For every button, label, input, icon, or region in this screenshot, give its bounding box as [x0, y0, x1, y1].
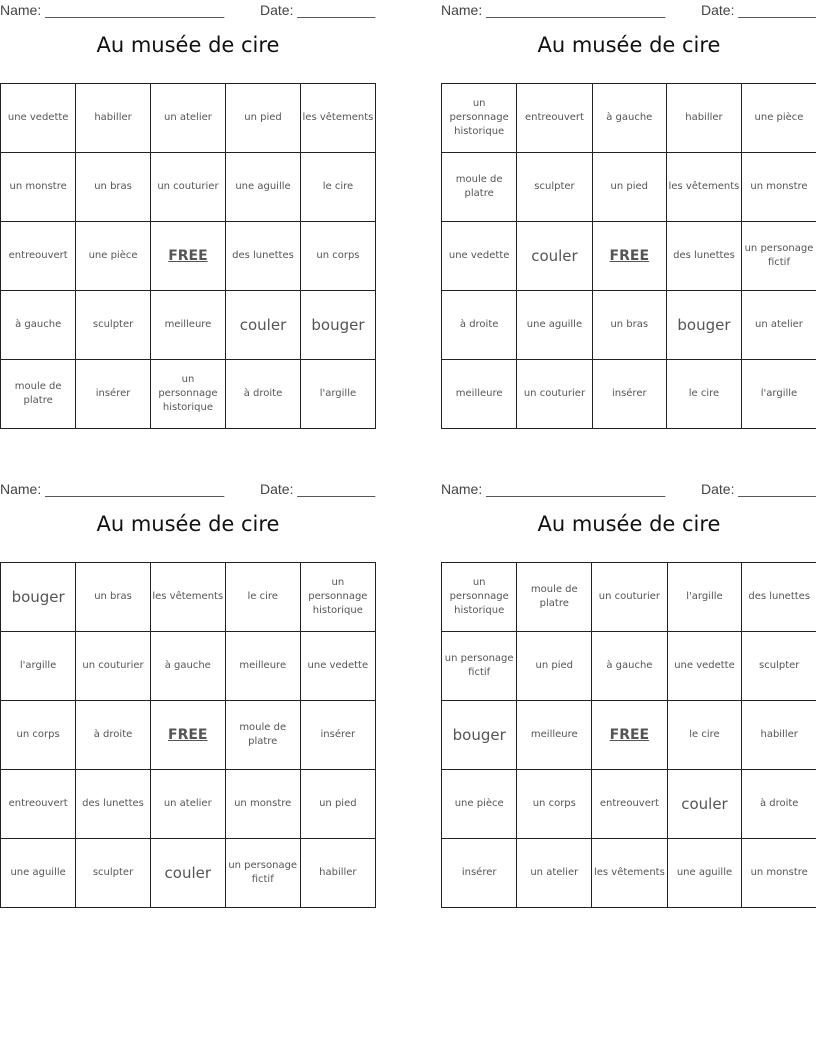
- bingo-cell: un couturier: [517, 360, 592, 429]
- bingo-cell: bouger: [666, 291, 741, 360]
- bingo-cell: entreouvert: [1, 770, 76, 839]
- bingo-cell: une pièce: [442, 770, 517, 839]
- card-header: [441, 0, 816, 22]
- name-field-label: Name: _______________________: [0, 2, 225, 18]
- bingo-row: [442, 360, 816, 429]
- bingo-cell: un monstre: [742, 839, 816, 908]
- bingo-cell: moule de platre: [1, 360, 76, 429]
- bingo-cell: meilleure: [225, 632, 300, 701]
- bingo-cell: un couturier: [150, 153, 225, 222]
- bingo-cell: meilleure: [517, 701, 592, 770]
- bingo-cell: un couturier: [592, 563, 667, 632]
- bingo-cell: une aguille: [517, 291, 592, 360]
- bingo-grid: [0, 562, 376, 908]
- bingo-cell: insérer: [76, 360, 150, 429]
- bingo-card: [441, 0, 816, 399]
- bingo-row: [1, 770, 376, 839]
- bingo-row: [1, 632, 376, 701]
- card-title: Au musée de cire: [537, 512, 721, 536]
- bingo-cell: les vêtements: [150, 563, 225, 632]
- bingo-cell: une pièce: [741, 84, 816, 153]
- bingo-row: [442, 563, 816, 632]
- bingo-cell: un pied: [592, 153, 666, 222]
- bingo-grid: [441, 562, 816, 908]
- bingo-card: [0, 479, 376, 885]
- bingo-cell: couler: [226, 291, 301, 360]
- date-field-label: Date: __________: [701, 2, 816, 18]
- bingo-cell: les vêtements: [592, 839, 667, 908]
- bingo-cell: à droite: [442, 291, 517, 360]
- bingo-card: [441, 479, 816, 878]
- bingo-cell: un personage fictif: [442, 632, 517, 701]
- bingo-row: [442, 222, 816, 291]
- bingo-cell: bouger: [442, 701, 517, 770]
- bingo-cell: des lunettes: [666, 222, 741, 291]
- bingo-cell: un atelier: [150, 770, 225, 839]
- bingo-cell: insérer: [442, 839, 517, 908]
- card-title: Au musée de cire: [96, 512, 280, 536]
- bingo-cell: une vedette: [667, 632, 742, 701]
- bingo-cell: le cire: [666, 360, 741, 429]
- bingo-cell: meilleure: [442, 360, 517, 429]
- bingo-cell: à droite: [742, 770, 816, 839]
- date-field-label: Date: __________: [260, 2, 376, 18]
- bingo-row: [1, 84, 376, 153]
- bingo-cell: un monstre: [741, 153, 816, 222]
- bingo-row: [1, 360, 376, 429]
- free-space: FREE: [592, 701, 667, 770]
- bingo-cell: des lunettes: [76, 770, 151, 839]
- card-header: [441, 479, 816, 501]
- bingo-cell: un atelier: [150, 84, 225, 153]
- bingo-cell: un pied: [300, 770, 375, 839]
- bingo-cell: à droite: [226, 360, 301, 429]
- bingo-cell: un monstre: [225, 770, 300, 839]
- bingo-cell: l'argille: [667, 563, 742, 632]
- bingo-row: [442, 839, 816, 908]
- bingo-row: [1, 563, 376, 632]
- bingo-cell: un personnage historique: [150, 360, 225, 429]
- bingo-cell: meilleure: [150, 291, 225, 360]
- bingo-cell: un corps: [517, 770, 592, 839]
- bingo-cell: sculpter: [517, 153, 592, 222]
- bingo-cell: le cire: [667, 701, 742, 770]
- bingo-cell: couler: [517, 222, 592, 291]
- bingo-cell: insérer: [300, 701, 375, 770]
- bingo-cell: à gauche: [1, 291, 76, 360]
- bingo-cell: à gauche: [592, 84, 666, 153]
- bingo-cell: une vedette: [300, 632, 375, 701]
- bingo-cell: une aguille: [226, 153, 301, 222]
- bingo-cell: habiller: [666, 84, 741, 153]
- bingo-row: [1, 839, 376, 908]
- bingo-cell: couler: [150, 839, 225, 908]
- bingo-cell: les vêtements: [666, 153, 741, 222]
- name-field-label: Name: _______________________: [441, 2, 666, 18]
- bingo-cell: à gauche: [150, 632, 225, 701]
- bingo-cell: les vêtements: [300, 84, 375, 153]
- name-field-label: Name: _______________________: [441, 481, 666, 497]
- bingo-row: [442, 84, 816, 153]
- bingo-cell: un bras: [76, 563, 151, 632]
- bingo-cell: l'argille: [1, 632, 76, 701]
- bingo-row: [1, 222, 376, 291]
- bingo-cell: entreouvert: [517, 84, 592, 153]
- date-field-label: Date: __________: [701, 481, 816, 497]
- bingo-row: [442, 701, 816, 770]
- bingo-cell: sculpter: [742, 632, 816, 701]
- bingo-cell: entreouvert: [592, 770, 667, 839]
- bingo-cell: le cire: [225, 563, 300, 632]
- bingo-cell: un personnage historique: [442, 84, 517, 153]
- bingo-cell: un pied: [226, 84, 301, 153]
- bingo-card: [0, 0, 376, 413]
- bingo-cell: l'argille: [741, 360, 816, 429]
- bingo-cell: moule de platre: [442, 153, 517, 222]
- bingo-cell: moule de platre: [225, 701, 300, 770]
- bingo-cell: une aguille: [1, 839, 76, 908]
- bingo-cell: des lunettes: [226, 222, 301, 291]
- card-header: [0, 0, 376, 22]
- bingo-cell: insérer: [592, 360, 666, 429]
- bingo-cell: sculpter: [76, 291, 150, 360]
- bingo-row: [442, 153, 816, 222]
- bingo-row: [1, 291, 376, 360]
- bingo-cell: bouger: [1, 563, 76, 632]
- bingo-cell: habiller: [742, 701, 816, 770]
- bingo-cell: habiller: [76, 84, 150, 153]
- bingo-grid: [0, 83, 376, 429]
- bingo-cell: habiller: [300, 839, 375, 908]
- bingo-cell: un personage fictif: [741, 222, 816, 291]
- bingo-cell: un couturier: [76, 632, 151, 701]
- free-space: FREE: [150, 701, 225, 770]
- bingo-cell: couler: [667, 770, 742, 839]
- bingo-cell: un bras: [592, 291, 666, 360]
- bingo-cell: un personage fictif: [225, 839, 300, 908]
- card-title: Au musée de cire: [537, 33, 721, 57]
- bingo-cell: entreouvert: [1, 222, 76, 291]
- bingo-row: [442, 291, 816, 360]
- bingo-cell: le cire: [300, 153, 375, 222]
- bingo-row: [1, 701, 376, 770]
- bingo-cell: un corps: [1, 701, 76, 770]
- date-field-label: Date: __________: [260, 481, 376, 497]
- bingo-cell: un corps: [300, 222, 375, 291]
- bingo-row: [442, 770, 816, 839]
- bingo-row: [1, 153, 376, 222]
- bingo-cell: un atelier: [517, 839, 592, 908]
- bingo-cell: à droite: [76, 701, 151, 770]
- name-field-label: Name: _______________________: [0, 481, 225, 497]
- card-header: [0, 479, 376, 501]
- bingo-cell: moule de platre: [517, 563, 592, 632]
- bingo-cell: un atelier: [741, 291, 816, 360]
- bingo-cell: une vedette: [1, 84, 76, 153]
- bingo-grid: [441, 83, 816, 429]
- bingo-cell: une pièce: [76, 222, 150, 291]
- bingo-cell: un personnage historique: [442, 563, 517, 632]
- bingo-cell: une vedette: [442, 222, 517, 291]
- bingo-cell: une aguille: [667, 839, 742, 908]
- free-space: FREE: [150, 222, 225, 291]
- bingo-cell: un pied: [517, 632, 592, 701]
- free-space: FREE: [592, 222, 666, 291]
- card-title: Au musée de cire: [96, 33, 280, 57]
- bingo-cell: un bras: [76, 153, 150, 222]
- bingo-cell: bouger: [300, 291, 375, 360]
- bingo-cell: des lunettes: [742, 563, 816, 632]
- bingo-cell: un monstre: [1, 153, 76, 222]
- bingo-cell: à gauche: [592, 632, 667, 701]
- bingo-row: [442, 632, 816, 701]
- bingo-cell: l'argille: [300, 360, 375, 429]
- bingo-cell: sculpter: [76, 839, 151, 908]
- bingo-cell: un personnage historique: [300, 563, 375, 632]
